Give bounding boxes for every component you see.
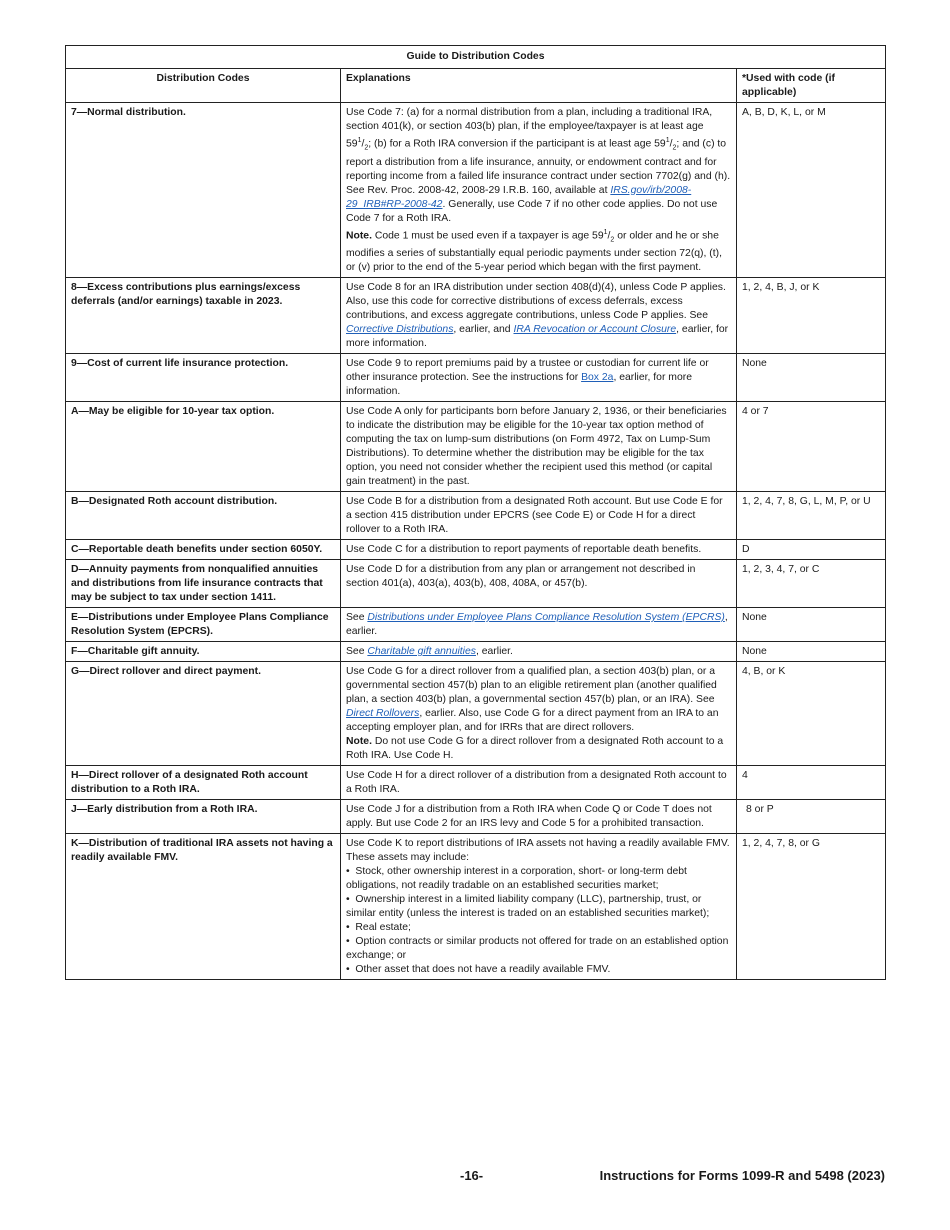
used-with-cell: 8 or P [737, 800, 886, 834]
epcrs-link[interactable]: Distributions under Employee Plans Compliance Resolution System (EPCRS) [367, 612, 725, 624]
used-with-cell: 4 [737, 766, 886, 800]
used-with-cell: None [737, 608, 886, 642]
explanation-cell: Use Code A only for participants born before January 2, 1936, or their beneficiaries to indicate the distribution may be eligible for the 10-year tax option method of computing the tax on lump-sum distributions (on Form 4972, Tax on Lump-Sum Distributions). To determine whether the distribution may be eligible for the tax option, you need not consider whether the recipient used this method (or capital gain treatment) in the past. [341, 402, 737, 492]
code-cell: K—Distribution of traditional IRA assets not having a readily available FMV. [66, 834, 341, 980]
code-cell: D—Annuity payments from nonqualified annuities and distributions from life insurance contracts that may be subject to tax under section 1411. [66, 560, 341, 608]
used-with-cell: D [737, 540, 886, 560]
table-row [66, 662, 886, 766]
explanation-cell: Use Code B for a distribution from a designated Roth account. But use Code E for a section 415 distribution under EPCRS (see Code E) or Code H for a direct rollover to a Roth IRA. [341, 492, 737, 540]
explanation-cell: Use Code C for a distribution to report payments of reportable death benefits. [341, 540, 737, 560]
table-caption: Guide to Distribution Codes [66, 46, 886, 69]
code-cell: G—Direct rollover and direct payment. [66, 662, 341, 766]
table-row [66, 800, 886, 834]
page-footer [65, 1168, 885, 1186]
box-2a-link[interactable]: Box 2a [581, 372, 614, 384]
table-caption-row [66, 46, 886, 69]
explanation-cell: Use Code J for a distribution from a Roth IRA when Code Q or Code T does not apply. But use Code 2 for an IRS levy and Code 5 for a prohibited transaction. [341, 800, 737, 834]
used-with-cell: 1, 2, 4, B, J, or K [737, 278, 886, 354]
code-cell: J—Early distribution from a Roth IRA. [66, 800, 341, 834]
bullet-item: • Stock, other ownership interest in a corporation, short- or long-term debt obligations, not readily tradable on an established securities market; [346, 866, 687, 892]
table-row [66, 103, 886, 278]
table-row [66, 278, 886, 354]
corrective-distributions-link[interactable]: Corrective Distributions [346, 324, 454, 336]
explanation-cell: Use Code D for a distribution from any plan or arrangement not described in section 401(a), 403(a), 403(b), 408, 408A, or 457(b). [341, 560, 737, 608]
bullet-item: • Ownership interest in a limited liability company (LLC), partnership, trust, or similar entity (unless the interest is traded on an established securities market); [346, 894, 710, 920]
table-row [66, 766, 886, 800]
code-cell: C—Reportable death benefits under section 6050Y. [66, 540, 341, 560]
page-number: -16- [460, 1168, 484, 1183]
bullet-item: • Real estate; [346, 922, 411, 934]
used-with-cell: 4, B, or K [737, 662, 886, 766]
bullet-item: • Option contracts or similar products not offered for trade on an established option exchange; or [346, 936, 729, 962]
explanation-cell: Use Code 9 to report premiums paid by a trustee or custodian for current life or other insurance protection. See the instructions for Box 2a, earlier, for more information. [341, 354, 737, 402]
code-cell: 8—Excess contributions plus earnings/excess deferrals (and/or earnings) taxable in 2023. [66, 278, 341, 354]
table-row [66, 560, 886, 608]
used-with-cell: A, B, D, K, L, or M [737, 103, 886, 278]
table-row [66, 608, 886, 642]
explanation-cell: Use Code 8 for an IRA distribution under section 408(d)(4), unless Code P applies. Also, use this code for corrective distributions of excess deferrals, excess contributions, and excess aggregate contributions, unless Code P applies. See Corrective Distributions, earlier, and IRA Revocation or Account Closure, earlier, for more information. [341, 278, 737, 354]
code-cell: B—Designated Roth account distribution. [66, 492, 341, 540]
code-cell: H—Direct rollover of a designated Roth account distribution to a Roth IRA. [66, 766, 341, 800]
header-explanations: Explanations [341, 69, 737, 103]
code-cell: F—Charitable gift annuity. [66, 642, 341, 662]
used-with-cell: 1, 2, 4, 7, 8, G, L, M, P, or U [737, 492, 886, 540]
code-cell: 7—Normal distribution. [66, 103, 341, 278]
table-header-row [66, 69, 886, 103]
table-row [66, 834, 886, 980]
direct-rollovers-link[interactable]: Direct Rollovers [346, 708, 420, 720]
table-row [66, 642, 886, 662]
code-cell: A—May be eligible for 10-year tax option. [66, 402, 341, 492]
used-with-cell: None [737, 354, 886, 402]
header-distribution-codes: Distribution Codes [66, 69, 341, 103]
explanation-cell: Use Code G for a direct rollover from a qualified plan, a section 403(b) plan, or a governmental section 457(b) plan to an eligible retirement plan (another qualified plan, a section 403(b) plan, a governmental section 457(b) plan, or an IRA). See Direct Rollovers, earlier. Also, use Code G for a direct payment from an IRA to an accepting employer plan, and for IRRs that are direct rollovers. Note. Do not use Code G for a direct rollover from a designated Roth account to a Roth IRA. Use Code H. [341, 662, 737, 766]
note-label: Note. [346, 736, 372, 748]
footer-title: Instructions for Forms 1099-R and 5498 (2023) [599, 1168, 885, 1183]
code-cell: 9—Cost of current life insurance protection. [66, 354, 341, 402]
table-row [66, 402, 886, 492]
table-row [66, 492, 886, 540]
used-with-cell: 1, 2, 4, 7, 8, or G [737, 834, 886, 980]
used-with-cell: 4 or 7 [737, 402, 886, 492]
table-row [66, 540, 886, 560]
explanation-cell: Use Code H for a direct rollover of a distribution from a designated Roth account to a Roth IRA. [341, 766, 737, 800]
code-cell: E—Distributions under Employee Plans Compliance Resolution System (EPCRS). [66, 608, 341, 642]
explanation-cell: Use Code K to report distributions of IRA assets not having a readily available FMV. These assets may include: • Stock, other ownership interest in a corporation, short- or long-term debt obligations, not readily tradable on an established securities market; • Ownership interest in a limited liability company (LLC), partnership, trust, or similar entity (unless the interest is traded on an established securities market); • Real estate; • Option contracts or similar products not offered for trade on an established option exchange; or • Other asset that does not have a readily available FMV. [341, 834, 737, 980]
ira-revocation-link[interactable]: IRA Revocation or Account Closure [513, 324, 677, 336]
charitable-gift-annuities-link[interactable]: Charitable gift annuities [367, 646, 476, 658]
used-with-cell: 1, 2, 3, 4, 7, or C [737, 560, 886, 608]
distribution-codes-table [65, 45, 886, 980]
irb-link[interactable]: IRS.gov/irb/2008-29_IRB#RP-2008-42 [346, 184, 692, 210]
explanation-cell: See Distributions under Employee Plans Compliance Resolution System (EPCRS), earlier. [341, 608, 737, 642]
used-with-cell: None [737, 642, 886, 662]
bullet-item: • Other asset that does not have a readily available FMV. [346, 964, 611, 976]
note-label: Note. [346, 230, 372, 242]
table-row [66, 354, 886, 402]
explanation-cell: Use Code 7: (a) for a normal distribution from a plan, including a traditional IRA, section 401(k), or section 403(b) plan, if the employee/taxpayer is at least age $59^1/_2$; (b) for a Roth IRA conversion if the participant is at least age $59^1/_2$; and (c) to report a distribution from a life insurance, annuity, or endowment contract and for reporting income from a failed life insurance contract under section 7702(g) and (h). See Rev. Proc. 2008-42, 2008-29 I.R.B. 160, available at IRS.gov/irb/2008-29_IRB#RP-2008-42. Generally, use Code 7 if no other code applies. Do not use Code 7 for a Roth IRA. Note. Code 1 must be used even if a taxpayer is age $59^1/_2$ or older and he or she modifies a series of substantially equal periodic payments under section 72(q), (t), or (v) prior to the end of the 5-year period which began with the first payment. [341, 103, 737, 278]
header-used-with-code: *Used with code (if applicable) [737, 69, 886, 103]
explanation-cell: See Charitable gift annuities, earlier. [341, 642, 737, 662]
